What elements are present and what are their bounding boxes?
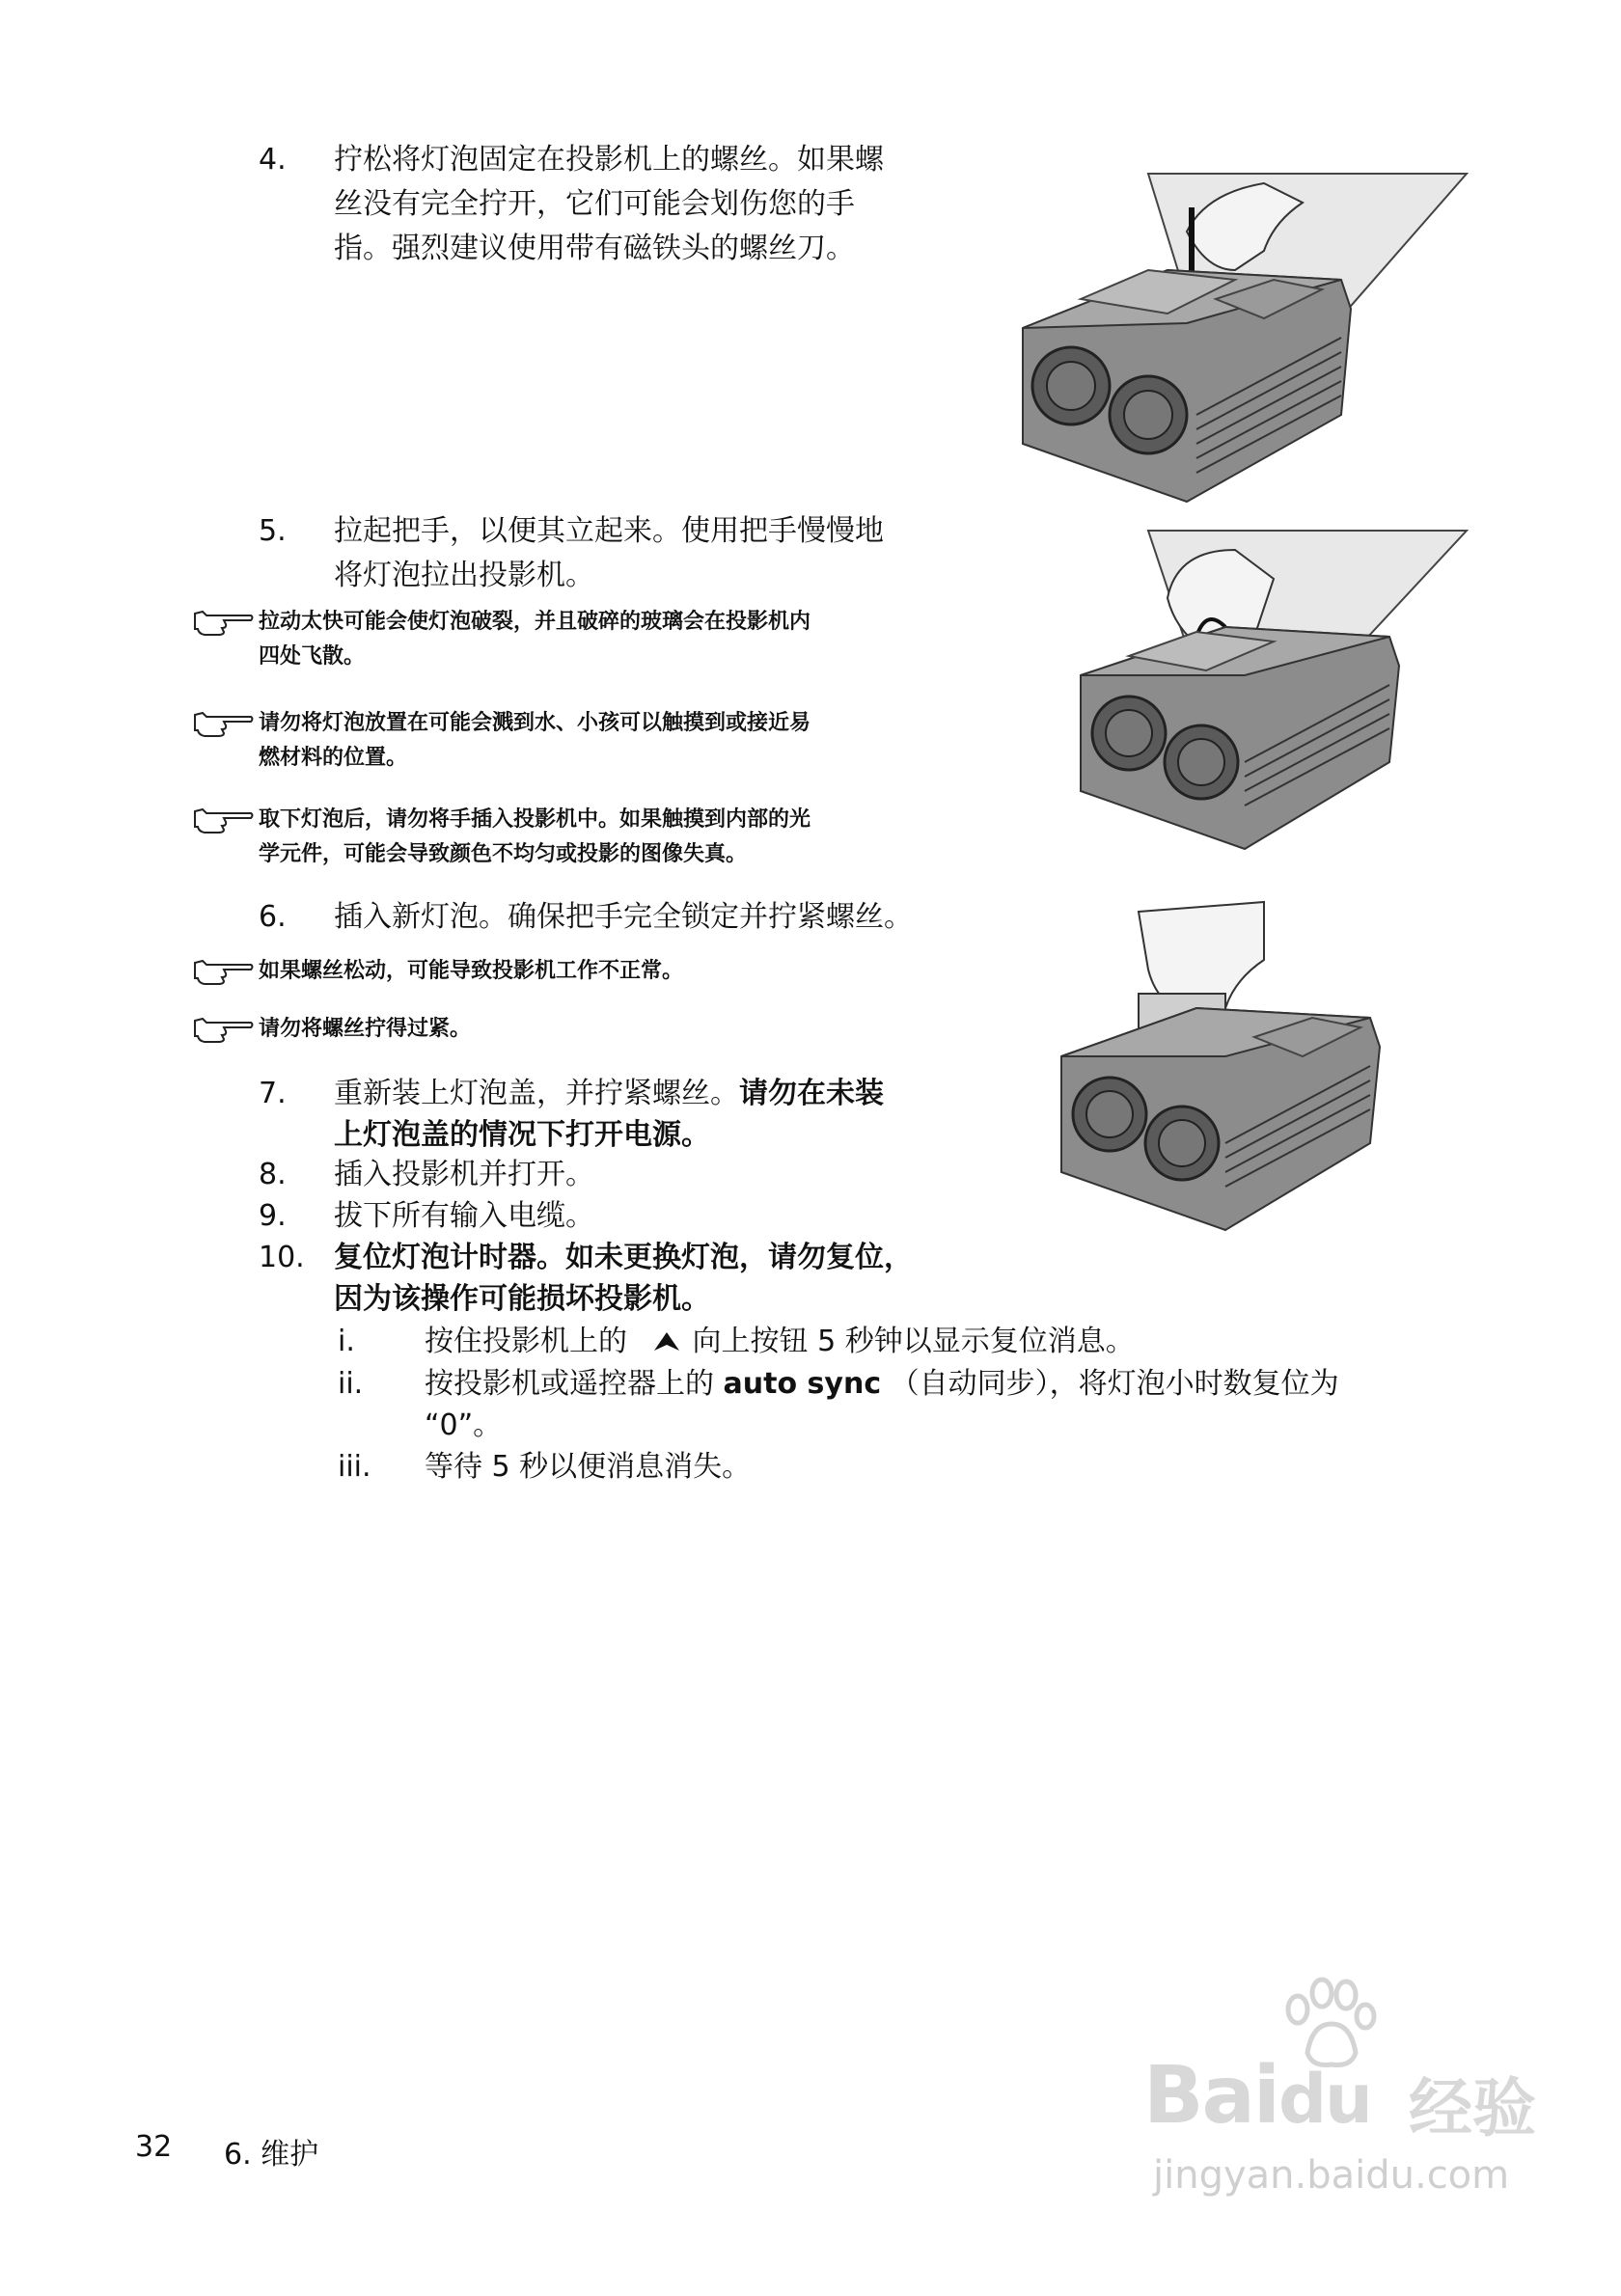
note-text-line: 请勿将螺丝拧得过紧。 bbox=[259, 1017, 472, 1041]
step-text-line: 因为该操作可能损坏投影机。 bbox=[334, 1282, 710, 1316]
watermark-url: jingyan.baidu.com bbox=[1153, 2153, 1510, 2198]
pointing-hand-icon bbox=[193, 806, 255, 834]
watermark-cn: 经验 bbox=[1409, 2071, 1536, 2146]
step-number: 4. bbox=[259, 143, 287, 177]
section-title: 6. 维护 bbox=[224, 2138, 319, 2172]
watermark-brand2: du bbox=[1278, 2060, 1371, 2139]
substep-text-post: （自动同步），将灯泡小时数复位为 bbox=[881, 1367, 1339, 1401]
note-text-line: 四处飞散。 bbox=[259, 644, 366, 669]
substep-number: i. bbox=[338, 1325, 355, 1358]
step-text-line: 拉起把手，以便其立起来。使用把手慢慢地 bbox=[334, 514, 884, 548]
projector-lift-handle-illustration bbox=[1071, 521, 1476, 859]
pointing-hand-icon bbox=[193, 709, 255, 738]
substep-text bbox=[425, 1364, 1339, 1405]
up-arrow-icon bbox=[650, 1329, 683, 1353]
step-number: 10. bbox=[259, 1241, 305, 1274]
substep-text bbox=[425, 1322, 1135, 1362]
substep-text: 等待 5 秒以便消息消失。 bbox=[425, 1450, 752, 1484]
pointing-hand-icon bbox=[193, 1015, 255, 1044]
pointing-hand-icon bbox=[193, 608, 255, 637]
watermark-brand: Bai bbox=[1143, 2050, 1278, 2142]
substep-text-post: 向上按钮 5 秒钟以显示复位消息。 bbox=[692, 1325, 1135, 1358]
projector-unscrew-illustration bbox=[1013, 154, 1476, 521]
substep-text-pre: 按住投影机上的 bbox=[425, 1325, 627, 1358]
page-number: 32 bbox=[135, 2130, 173, 2164]
step-text-line: 丝没有完全拧开，它们可能会划伤您的手 bbox=[334, 187, 855, 221]
note-text-line: 拉动太快可能会使灯泡破裂，并且破碎的玻璃会在投影机内 bbox=[259, 610, 811, 634]
step-number: 6. bbox=[259, 900, 287, 934]
step-text-normal: 重新装上灯泡盖，并拧紧螺丝。 bbox=[334, 1077, 739, 1110]
auto-sync-key-label: auto sync bbox=[723, 1367, 882, 1401]
step-number: 5. bbox=[259, 514, 287, 548]
substep-text-line2: “0”。 bbox=[425, 1408, 503, 1442]
step-number: 9. bbox=[259, 1199, 287, 1233]
step-text-line: 插入投影机并打开。 bbox=[334, 1158, 594, 1191]
step-number: 8. bbox=[259, 1158, 287, 1191]
step-warning-bold: 上灯泡盖的情况下打开电源。 bbox=[334, 1118, 710, 1152]
projector-insert-lamp-illustration bbox=[1052, 892, 1457, 1249]
step-text-line: 将灯泡拉出投影机。 bbox=[334, 559, 594, 592]
note-text-line: 燃材料的位置。 bbox=[259, 746, 408, 770]
note-text-line: 取下灯泡后，请勿将手插入投影机中。如果触摸到内部的光 bbox=[259, 807, 811, 832]
step-text-line bbox=[334, 1074, 884, 1114]
pointing-hand-icon bbox=[193, 957, 255, 986]
step-text-line: 拧松将灯泡固定在投影机上的螺丝。如果螺 bbox=[334, 143, 884, 177]
step-text-line: 复位灯泡计时器。如未更换灯泡，请勿复位， bbox=[334, 1241, 913, 1274]
note-text-line: 请勿将灯泡放置在可能会溅到水、小孩可以触摸到或接近易 bbox=[259, 711, 811, 735]
note-text-line: 如果螺丝松动，可能导致投影机工作不正常。 bbox=[259, 959, 684, 983]
step-text-line: 指。强烈建议使用带有磁铁头的螺丝刀。 bbox=[334, 232, 855, 265]
substep-number: iii. bbox=[338, 1450, 371, 1484]
step-warning-bold: 请勿在未装 bbox=[739, 1077, 884, 1110]
step-text-line: 插入新灯泡。确保把手完全锁定并拧紧螺丝。 bbox=[334, 900, 913, 934]
substep-text-pre: 按投影机或遥控器上的 bbox=[425, 1367, 724, 1401]
step-text-line: 拔下所有输入电缆。 bbox=[334, 1199, 594, 1233]
substep-number: ii. bbox=[338, 1367, 364, 1401]
step-number: 7. bbox=[259, 1077, 287, 1110]
note-text-line: 学元件，可能会导致颜色不均匀或投影的图像失真。 bbox=[259, 842, 748, 866]
